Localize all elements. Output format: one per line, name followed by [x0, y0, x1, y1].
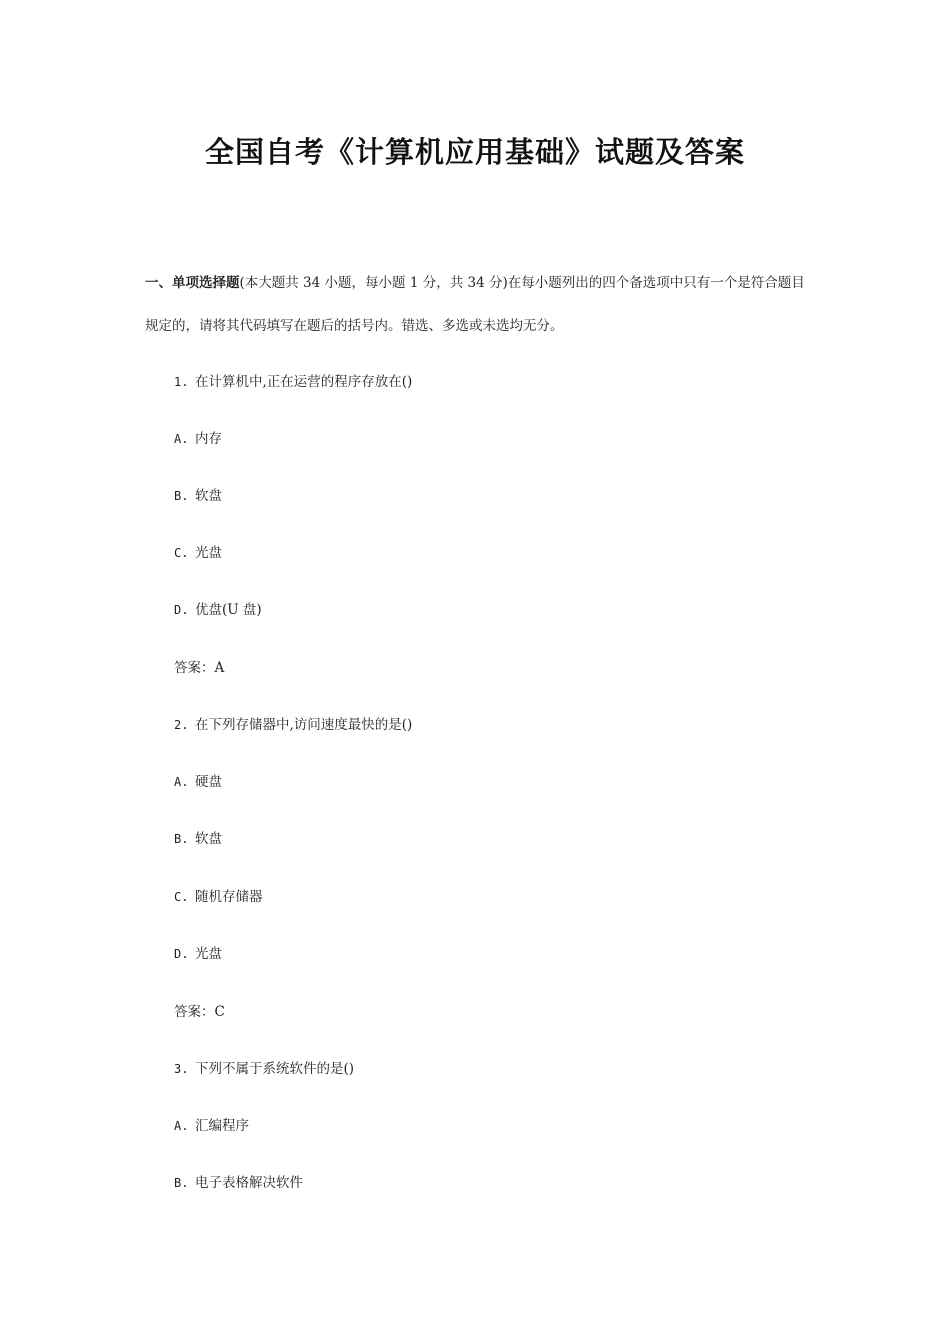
- question-number: 1.: [174, 375, 189, 389]
- option-1c: [174, 541, 222, 561]
- option-text: 光盘: [195, 545, 222, 561]
- option-2b: [174, 827, 222, 847]
- option-3a: [174, 1114, 249, 1134]
- answer-2: 答案：C: [174, 1004, 225, 1020]
- option-letter: B.: [174, 1176, 189, 1190]
- option-2d: [174, 942, 222, 962]
- option-letter: A.: [174, 1119, 189, 1133]
- option-letter: A.: [174, 775, 189, 789]
- option-text: 硬盘: [195, 774, 222, 790]
- option-letter: B.: [174, 832, 189, 846]
- option-1d: [174, 598, 262, 618]
- question-text: 在下列存储器中,访问速度最快的是(): [195, 717, 413, 733]
- option-letter: B.: [174, 489, 189, 503]
- option-text: 优盘(U 盘): [195, 602, 262, 618]
- option-letter: D.: [174, 603, 189, 617]
- question-number: 3.: [174, 1062, 189, 1076]
- option-2a: [174, 770, 222, 790]
- option-letter: C.: [174, 546, 189, 560]
- option-text: 软盘: [195, 488, 222, 504]
- option-text: 软盘: [195, 831, 222, 847]
- option-1a: [174, 427, 222, 447]
- question-2: [174, 713, 412, 733]
- option-text: 内存: [195, 431, 222, 447]
- option-2c: [174, 885, 263, 905]
- section-instructions: (本大题共 34 小题，每小题 1 分，共 34 分)在每小题列出的四个备选项中只有一个是符合题目规定的，请将其代码填写在题后的括号内。错选、多选或未选均无分。: [145, 275, 805, 334]
- option-text: 光盘: [195, 946, 222, 962]
- option-text: 随机存储器: [195, 889, 263, 905]
- section-intro: [145, 262, 810, 348]
- question-1: [174, 370, 412, 390]
- option-letter: C.: [174, 890, 189, 904]
- section-label: 一、单项选择题: [145, 275, 240, 291]
- question-3: [174, 1057, 354, 1077]
- option-text: 汇编程序: [195, 1118, 249, 1134]
- question-text: 下列不属于系统软件的是(): [195, 1061, 355, 1077]
- option-3b: [174, 1171, 303, 1191]
- page-title: 全国自考《计算机应用基础》试题及答案: [204, 135, 745, 169]
- option-text: 电子表格解决软件: [195, 1175, 303, 1191]
- option-letter: A.: [174, 432, 189, 446]
- question-text: 在计算机中,正在运营的程序存放在(): [195, 374, 413, 390]
- answer-1: 答案：A: [174, 660, 225, 676]
- option-1b: [174, 484, 222, 504]
- option-letter: D.: [174, 947, 189, 961]
- question-number: 2.: [174, 718, 189, 732]
